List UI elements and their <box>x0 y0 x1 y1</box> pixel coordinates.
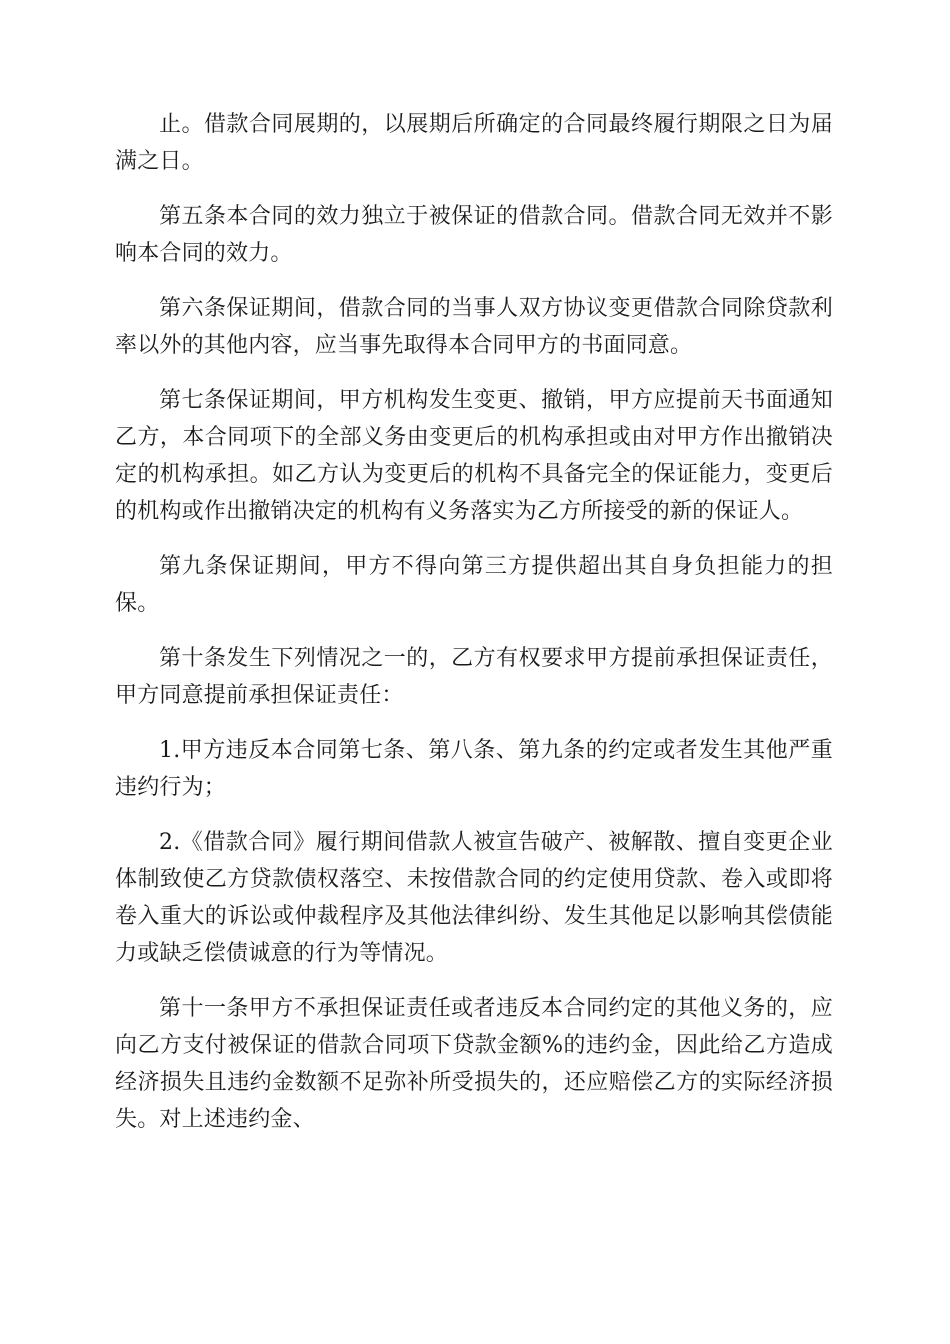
paragraph-article-9: 第九条保证期间，甲方不得向第三方提供超出其自身负担能力的担保。 <box>115 554 833 616</box>
paragraph-item-2: 2.《借款合同》履行期间借款人被宣告破产、被解散、擅自变更企业体制致使乙方贷款债权落空、未按借款合同的约定使用贷款、卷入或即将卷入重大的诉讼或仲裁程序及其他法律纠纷、发生其他足以影响其偿债能力或缺乏偿债诚意的行为等情况。 <box>115 830 833 966</box>
paragraph-article-11: 第十一条甲方不承担保证责任或者违反本合同约定的其他义务的，应向乙方支付被保证的借款合同项下贷款金额%的违约金，因此给乙方造成经济损失且违约金数额不足弥补所受损失的，还应赔偿乙方的实际经济损失。对上述违约金、 <box>115 996 833 1132</box>
paragraph-continuation: 止。借款合同展期的，以展期后所确定的合同最终履行期限之日为届满之日。 <box>115 112 833 174</box>
paragraph-article-10: 第十条发生下列情况之一的，乙方有权要求甲方提前承担保证责任，甲方同意提前承担保证责任： <box>115 646 833 708</box>
paragraph-item-1: 1.甲方违反本合同第七条、第八条、第九条的约定或者发生其他严重违约行为； <box>115 738 833 800</box>
paragraph-article-6: 第六条保证期间，借款合同的当事人双方协议变更借款合同除贷款利率以外的其他内容，应当事先取得本合同甲方的书面同意。 <box>115 296 833 358</box>
paragraph-article-7: 第七条保证期间，甲方机构发生变更、撤销，甲方应提前天书面通知乙方，本合同项下的全部义务由变更后的机构承担或由对甲方作出撤销决定的机构承担。如乙方认为变更后的机构不具备完全的保证能力，变更后的机构或作出撤销决定的机构有义务落实为乙方所接受的新的保证人。 <box>115 388 833 524</box>
paragraph-article-5: 第五条本合同的效力独立于被保证的借款合同。借款合同无效并不影响本合同的效力。 <box>115 204 833 266</box>
document-body <box>115 106 833 1156</box>
